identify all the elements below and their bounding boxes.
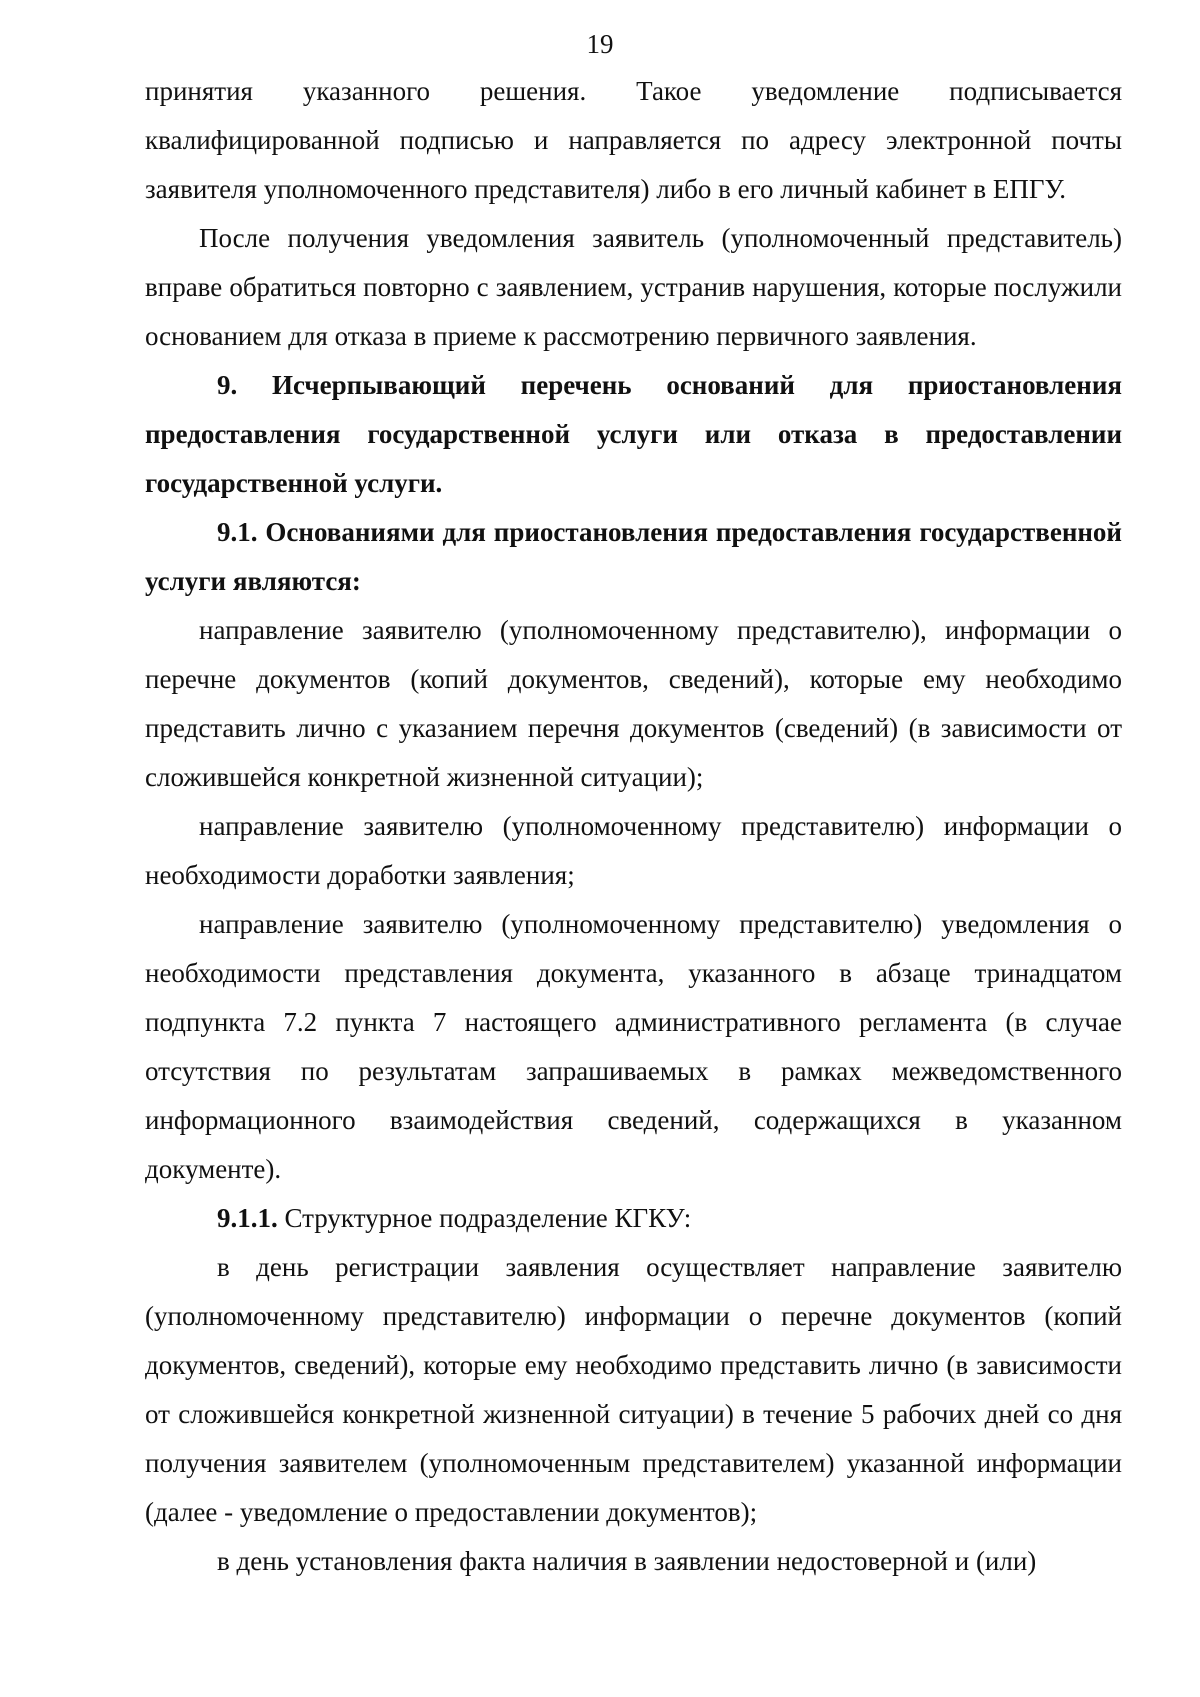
- page-number: 19: [586, 29, 614, 59]
- list-item-1: направление заявителю (уполномоченному представителю), информации о перечне документов (копий документов, сведений), которые ему необходимо представить лично с указанием перечня документов (сведений) (в зависимости от сложившейся конкретной жизненной ситуации);: [145, 615, 1122, 792]
- section-heading-9: 9. Исчерпывающий перечень оснований для приостановления предоставления государственной услуги или отказа в предоставлении государственной услуги.: [145, 370, 1122, 498]
- section-heading-9-1-1: [145, 1194, 1122, 1243]
- list-item-2: направление заявителю (уполномоченному представителю) информации о необходимости доработки заявления;: [145, 811, 1122, 890]
- subitem-1: в день регистрации заявления осуществляет направление заявителю (уполномоченному представителю) информации о перечне документов (копий документов, сведений), которые ему необходимо представить лично (в зависимости от сложившейся конкретной жизненной ситуации) в течение 5 рабочих дней со дня получения заявителем (уполномоченным представителем) указанной информации (далее - уведомление о предоставлении документов);: [145, 1252, 1122, 1527]
- subitem-2-truncated: в день установления факта наличия в заявлении недостоверной и (или): [217, 1546, 1037, 1576]
- paragraph-continuation: принятия указанного решения. Такое уведомление подписывается квалифицированной подписью и направляется по адресу электронной почты заявителя уполномоченного представителя) либо в его личный кабинет в ЕПГУ.: [145, 76, 1122, 204]
- section-heading-9-1: 9.1. Основаниями для приостановления предоставления государственной услуги являются:: [145, 517, 1122, 596]
- section-title-9-1-1: Структурное подразделение КГКУ:: [277, 1203, 692, 1233]
- section-number-9-1-1: 9.1.1.: [217, 1203, 278, 1233]
- document-body: [145, 67, 1122, 1586]
- list-item-3: направление заявителю (уполномоченному представителю) уведомления о необходимости представления документа, указанного в абзаце тринадцатом подпункта 7.2 пункта 7 настоящего административного регламента (в случае отсутствия по результатам запрашиваемых в рамках межведомственного информационного взаимодействия сведений, содержащихся в указанном документе).: [145, 909, 1122, 1184]
- paragraph-after-notification: После получения уведомления заявитель (уполномоченный представитель) вправе обратиться повторно с заявлением, устранив нарушения, которые послужили основанием для отказа в приеме к рассмотрению первичного заявления.: [145, 223, 1122, 351]
